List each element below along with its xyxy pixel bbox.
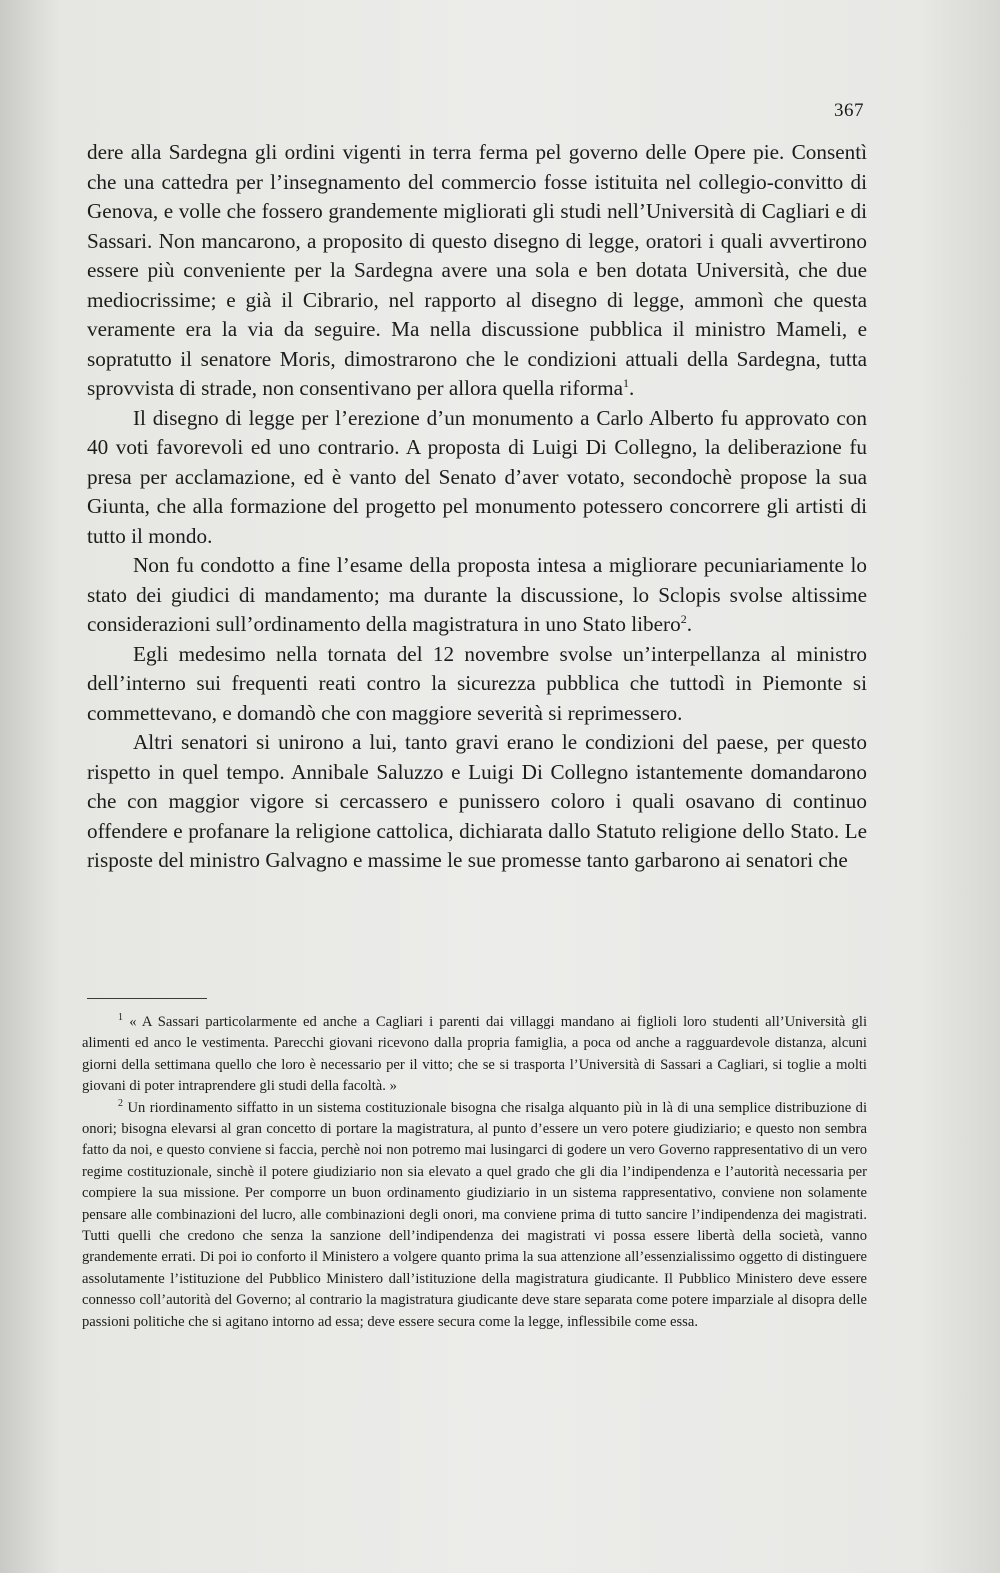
paragraph — [87, 728, 867, 876]
paragraph — [87, 138, 867, 404]
footnote-reference[interactable]: 2 — [680, 611, 687, 626]
paragraph-text: Egli medesimo nella tornata del 12 novembre svolse un’interpellanza al ministro dell’interno sui frequenti reati contro la sicurezza pubblica che tuttodì in Piemonte si commettevano, e domandò che con maggiore severità si reprimessero. — [87, 641, 867, 725]
paragraph — [87, 551, 867, 640]
paragraph-text: Non fu condotto a fine l’esame della proposta intesa a migliorare pecuniariamente lo stato dei giudici di mandamento; ma durante la discussione, lo Sclopis svolse altissime considerazioni sull’ordinamento della magistratura in uno Stato libero — [87, 553, 867, 636]
paragraph-text: dere alla Sardegna gli ordini vigenti in terra ferma pel governo delle Opere pie. Consentì che una cattedra per l’insegnamento del commercio fosse istituita nel collegio-convitto di Genova, e volle che fossero grandemente migliorati gli studi nell’Università di Cagliari e di Sassari. Non mancarono, a proposito di questo disegno di legge, oratori i quali avvertirono essere più conveniente per la Sardegna avere una sola e ben dotata Università, che due mediocrissime; e già il Cibrario, nel rapporto al disegno di legge, ammonì che questa veramente era la via da seguire. Ma nella discussione pubblica il ministro Mameli, e sopratutto il senatore Moris, dimostrarono che le condizioni attuali della Sardegna, tutta sprovvista di strade, non consentivano per allora quella riforma — [87, 140, 867, 400]
page-number: 367 — [834, 100, 864, 121]
paragraph — [87, 404, 867, 552]
footnote — [82, 1098, 867, 1333]
main-text — [87, 138, 867, 876]
paragraph-tail: . — [686, 612, 692, 636]
footnote-mark: 2 — [118, 1097, 123, 1109]
footnote-text: Un riordinamento siffatto in un sistema costituzionale bisogna che risalga alquanto più in là di una semplice distribuzione di onori; bisogna elevarsi al gran concetto di portare la magistratura, al punto d’essere un vero potere giudiziario; e questo non sembra fatto da noi, e questo conviene si faccia, perchè noi non potremo mai lusingarci di godere un vero Governo rappresentativo di un vero regime costituzionale, sinchè il potere giudiziario non sia elevato a quel grado che gli dia l’indipendenza e l’autorità necessaria per compiere la sua missione. Per comporre un buon ordinamento giudiziario in un sistema rappresentativo, conviene non solamente pensare alle combinazioni del lucro, alle combinazioni degli onori, ma conviene prima di tutto sancire l’indipendenza dei magistrati. Tutti quelli che credono che senza la sanzione dell’indipendenza dei magistrati vi possa essere libertà della società, vanno grandemente errati. Di poi io conforto il Ministero a volgere quanto prima la sua attenzione all’essenzialissimo oggetto di distinguere assolutamente l’istituzione del Pubblico Ministero dall’istituzione della magistratura giudicante. Il Pubblico Ministero deve essere connesso coll’autorità del Governo; al contrario la magistratura giudicante deve stare separata come potere imparziale al disopra delle passioni politiche che si agitano intorno ad essa; deve essere secura come la legge, inflessibile come essa. — [82, 1099, 867, 1330]
paragraph-text: Il disegno di legge per l’erezione d’un monumento a Carlo Alberto fu approvato con 40 voti favorevoli ed uno contrario. A proposta di Luigi Di Collegno, la deliberazione fu presa per acclamazione, ed è vanto del Senato d’aver votato, secondochè propose la sua Giunta, che alla formazione del progetto pel monumento potessero concorrere gli artisti di tutto il mondo. — [87, 405, 867, 548]
footnote — [82, 1012, 867, 1098]
paragraph-tail: . — [629, 376, 635, 400]
footnote-text: « A Sassari particolarmente ed anche a Cagliari i parenti dai villaggi mandano ai figlioli loro studenti all’Università gli alimenti ed anco le vestimenta. Parecchi giovani ricevono dalla propria famiglia, a poca od anche a ragguardevole distanza, alcuni giorni della settimana quello che loro è necessario per il vitto; che se si trasporta l’Università di Sassari a Cagliari, si toglie a molti giovani di poter intraprendere gli studi della facoltà. » — [82, 1014, 867, 1095]
paragraph — [87, 640, 867, 729]
footnote-divider — [87, 998, 207, 999]
footnote-reference[interactable]: 1 — [623, 375, 629, 390]
footnote-mark: 1 — [118, 1012, 123, 1024]
footnotes — [82, 1012, 867, 1333]
paragraph-text: Altri senatori si unirono a lui, tanto gravi erano le condizioni del paese, per questo rispetto in quel tempo. Annibale Saluzzo e Luigi Di Collegno istantemente domandarono che con maggior vigore si cercassero e punissero coloro i quali osavano di continuo offendere e profanare la religione cattolica, dichiarata dallo Statuto religione dello Stato. Le risposte del ministro Galvagno e massime le sue promesse tanto garbarono ai senatori che — [87, 730, 867, 872]
